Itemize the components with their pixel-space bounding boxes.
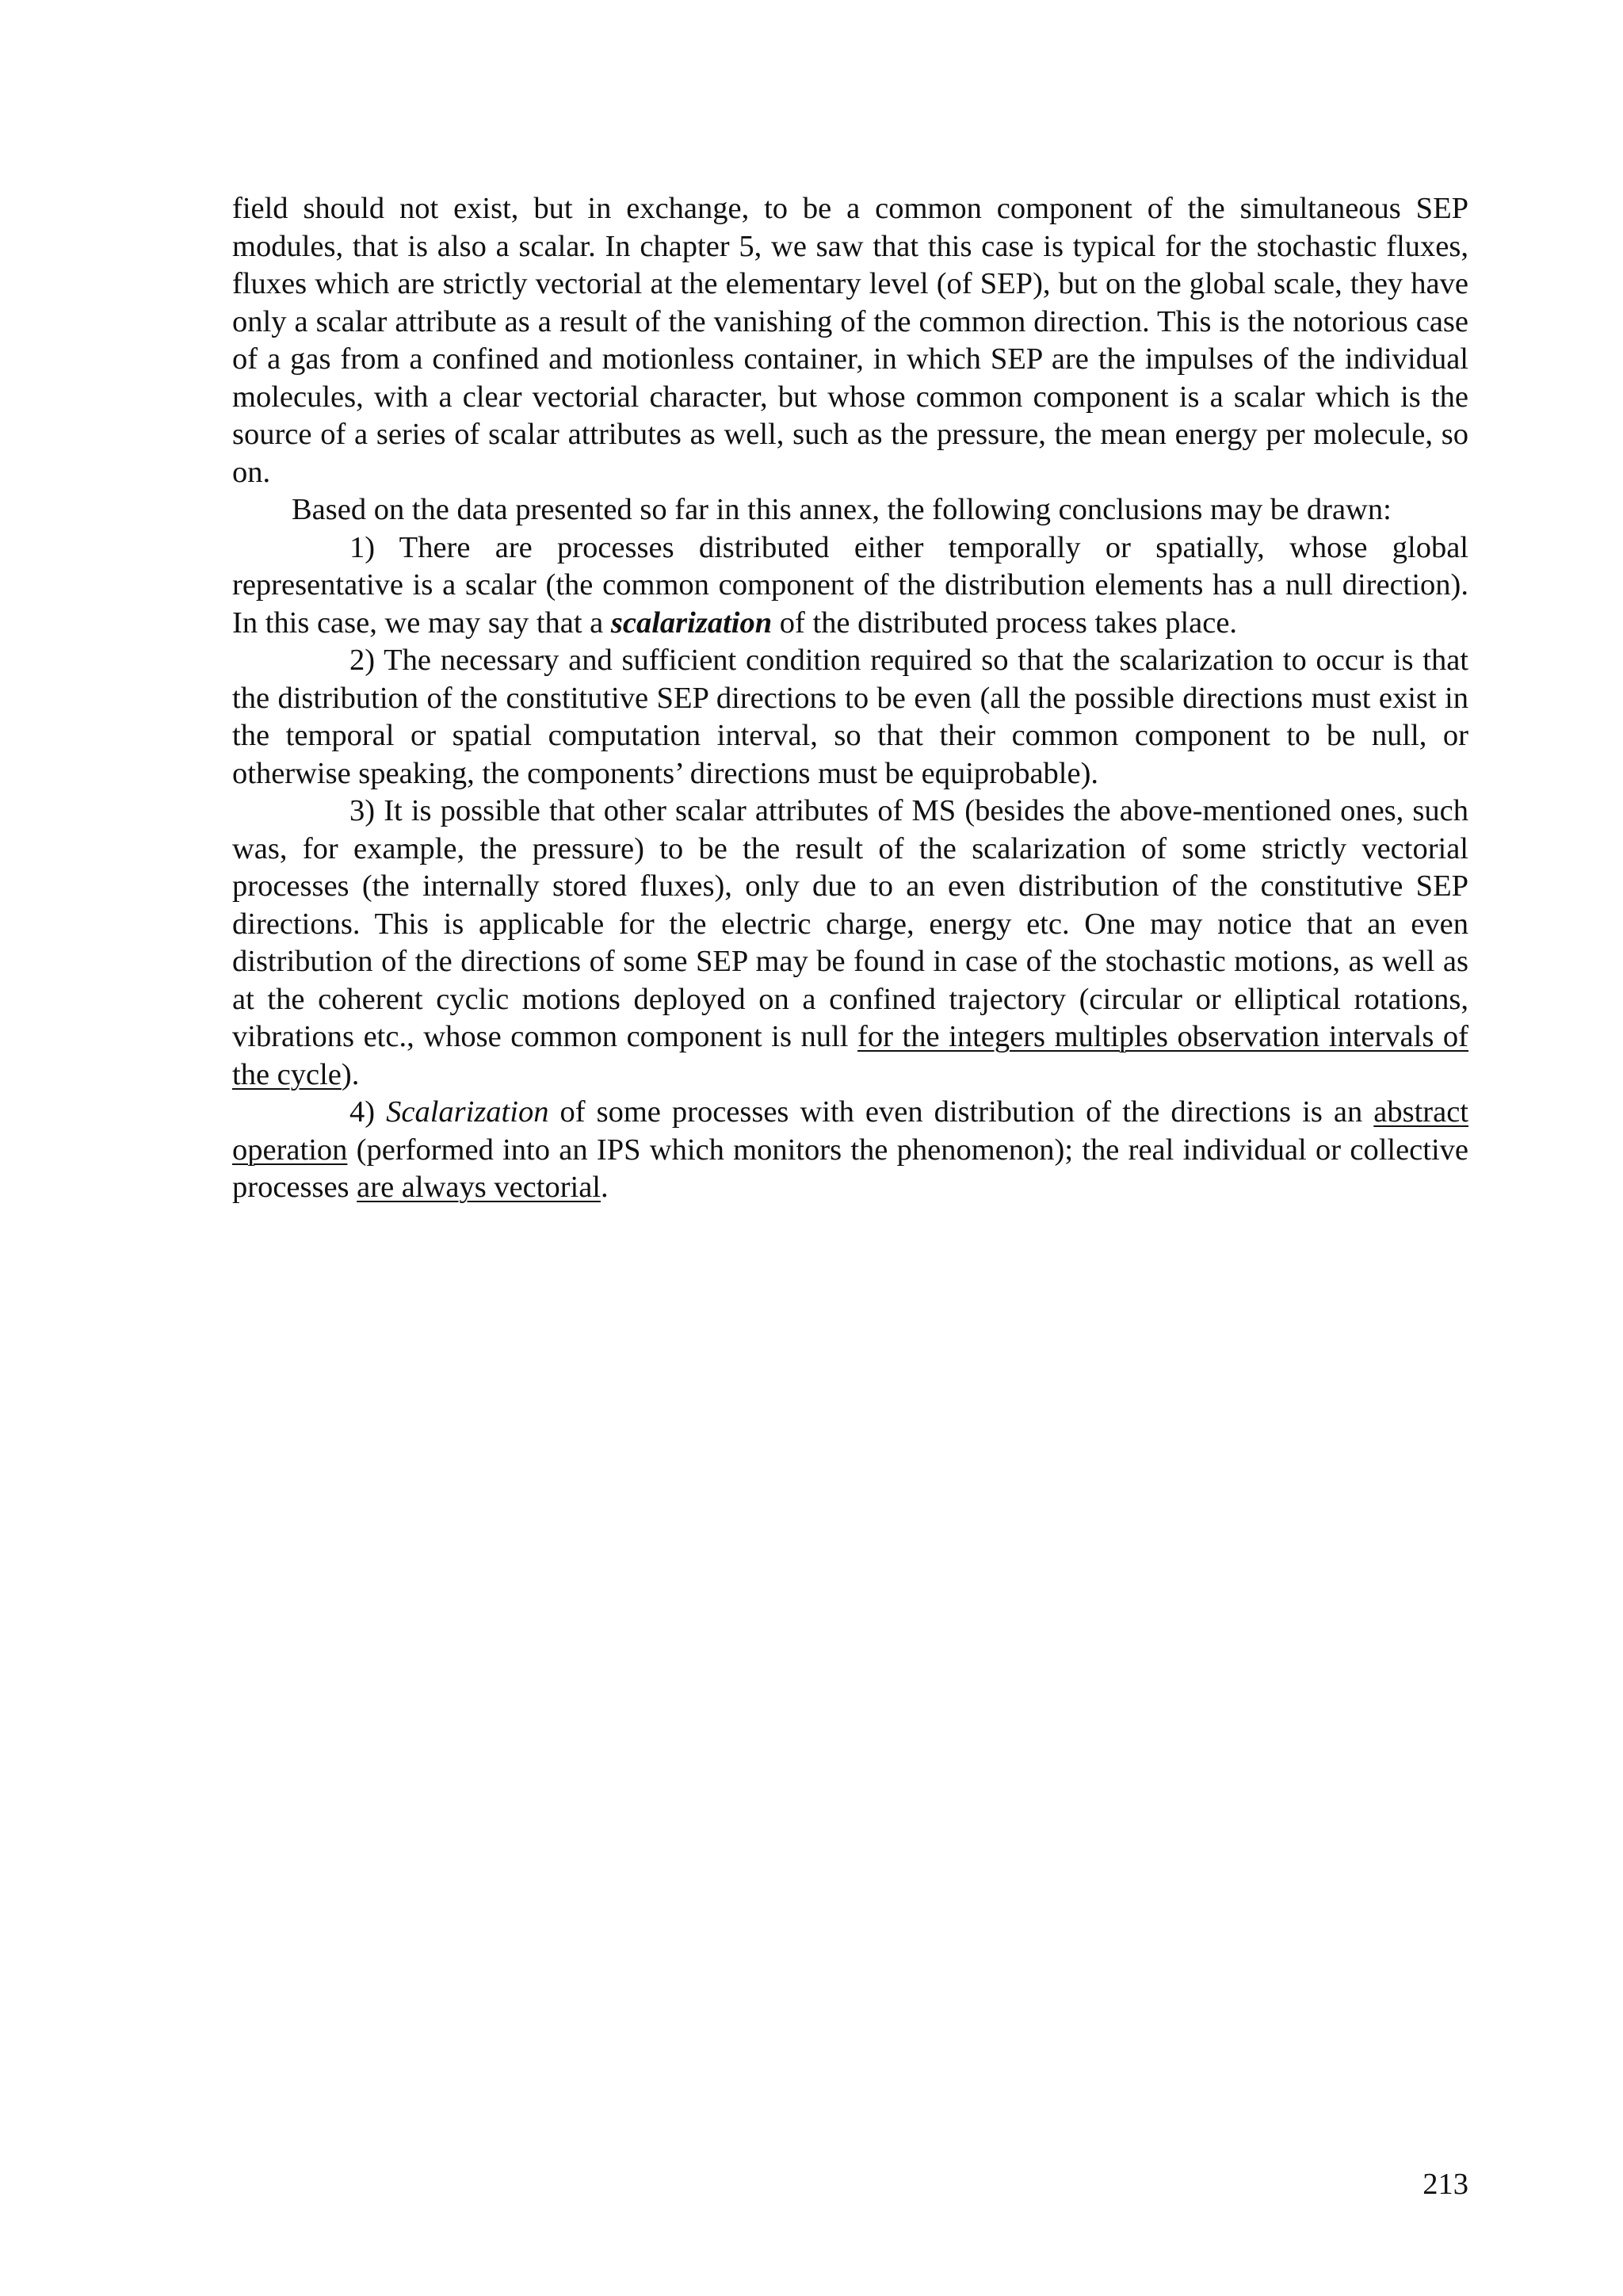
conclusion-item-1-emphasis: scalarization (610, 606, 773, 640)
conclusion-item-1-text-a: 1) There are processes distributed either temporally or spatially, whose global representative is a scalar (the common component of the distribution elements has a null direction). In this case, we may say that a (232, 530, 1468, 640)
conclusion-item-4-text-e: (performed into an IPS which monitors the phenomenon); the real individual or collective processes (232, 1133, 1468, 1204)
conclusion-item-4-underlined-abstract: abstract operation (232, 1095, 1468, 1167)
conclusion-item-4-italic: Scalarization (386, 1095, 549, 1129)
conclusion-item-1 (232, 529, 1468, 643)
paragraph-continuation: field should not exist, but in exchange, to be a common component of the simultaneous SEP modules, that is also a scalar. In chapter 5, we saw that this case is typical for the stochastic fluxes, fluxes which are strictly vectorial at the elementary level (of SEP), but on the global scale, they have only a scalar attribute as a result of the vanishing of the common direction. This is the notorious case of a gas from a confined and motionless container, in which SEP are the impulses of the individual molecules, with a clear vectorial character, but whose common component is a scalar which is the source of a series of scalar attributes as well, such as the pressure, the mean energy per molecule, so on. (232, 192, 1468, 489)
conclusion-item-3-text-c: ). (341, 1057, 360, 1091)
conclusion-item-4-period: . (601, 1171, 609, 1204)
conclusion-item-2: 2) The necessary and sufficient condition required so that the scalarization to occur is that the distribution of the constitutive SEP directions to be even (all the possible directions must exist in the temporal or spatial computation interval, so that their common component to be null, or otherwise speaking, the components’ directions must be equiprobable). (232, 644, 1468, 790)
conclusion-item-4 (232, 1094, 1468, 1207)
conclusion-item-3-text-a: 3) It is possible that other scalar attributes of MS (besides the above-mentioned ones, such was, for example, the pressure) to be the result of the scalarization of some strictly vectorial processes (the internally stored fluxes), only due to an even distribution of the constitutive SEP directions. This is applicable for the electric charge, energy etc. One may notice that an even distribution of the directions of some SEP may be found in case of the stochastic motions, as well as at the coherent cyclic motions deployed on a confined trajectory (circular or elliptical rotations, vibrations etc., whose common component is null (232, 794, 1468, 1053)
body-text (232, 190, 1468, 1207)
page-number: 213 (1423, 2168, 1468, 2201)
paragraph-conclusions-intro: Based on the data presented so far in this annex, the following conclusions may be drawn: (292, 493, 1392, 526)
conclusion-item-1-text-c: of the distributed process takes place. (772, 606, 1238, 640)
conclusion-item-4-text-c: of some processes with even distribution of the directions is an (548, 1095, 1374, 1129)
conclusion-item-3 (232, 793, 1468, 1094)
conclusion-item-4-number: 4) (349, 1095, 387, 1129)
conclusion-item-4-underlined-vectorial: are always vectorial (357, 1171, 601, 1204)
conclusion-item-3-underlined: for the integers multiples observation intervals of the cycle (232, 1020, 1468, 1091)
